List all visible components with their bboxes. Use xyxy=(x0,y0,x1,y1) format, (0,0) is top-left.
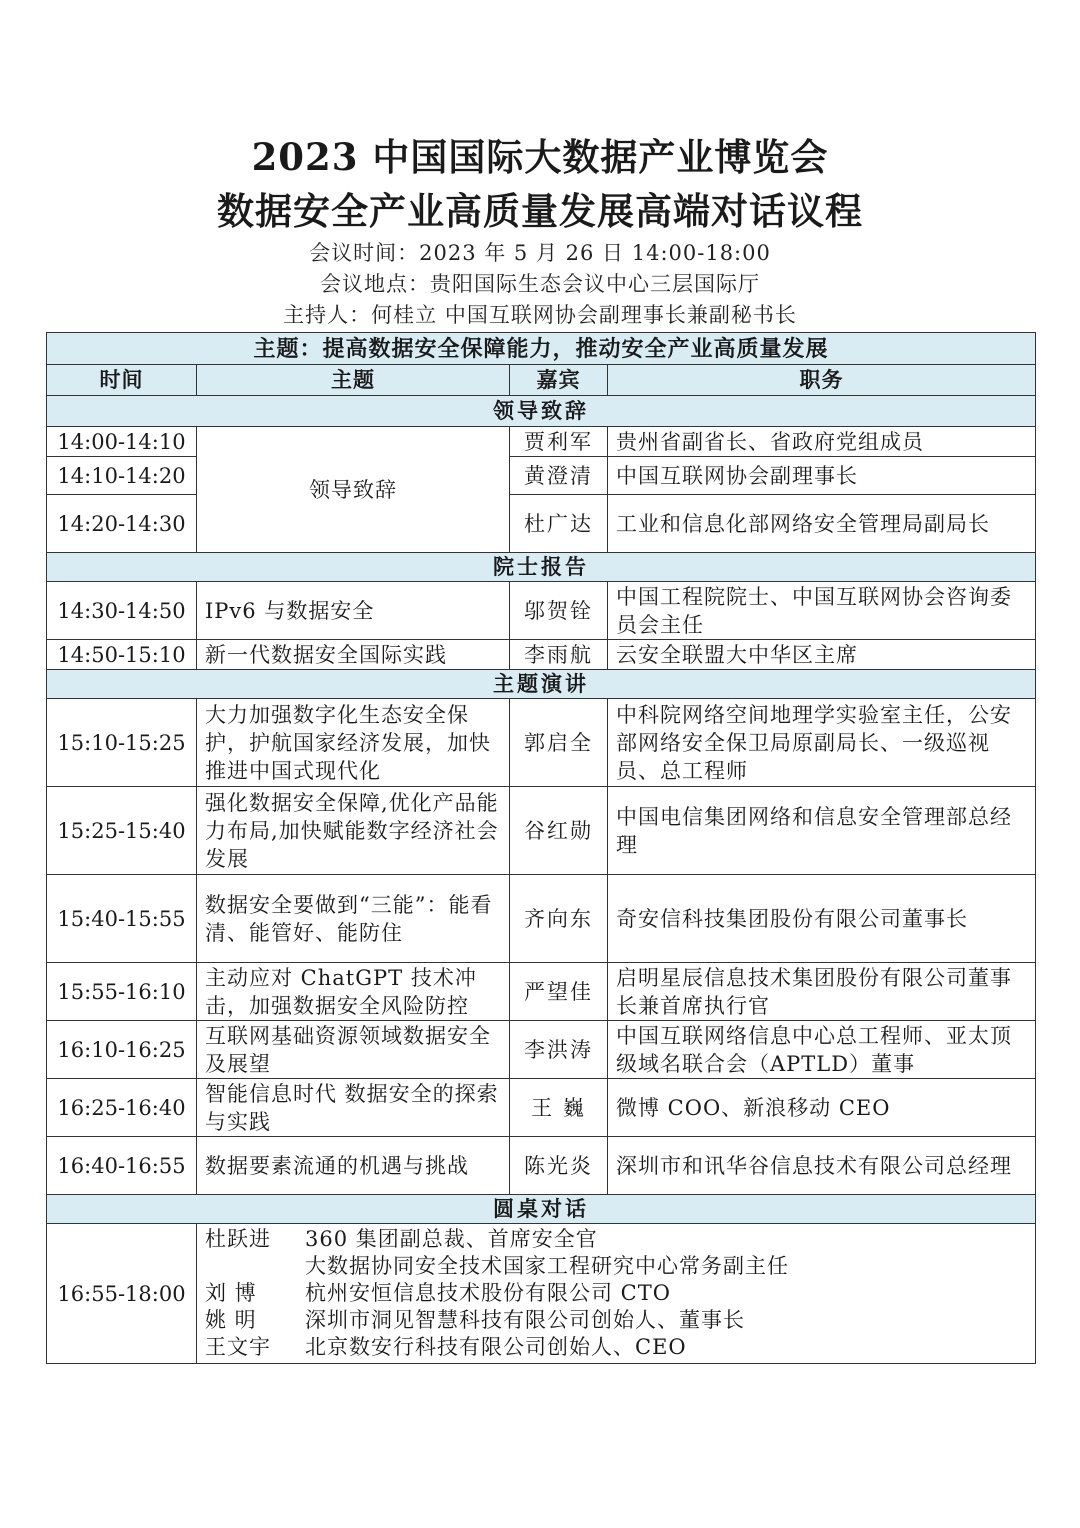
page-subtitle: 数据安全产业高质量发展高端对话议程 xyxy=(217,189,863,233)
table-row xyxy=(47,457,1036,495)
time-cell: 14:10-14:20 xyxy=(47,457,197,495)
time-cell: 14:00-14:10 xyxy=(47,427,197,457)
agenda-header xyxy=(0,130,1080,331)
role-cell: 奇安信科技集团股份有限公司董事长 xyxy=(608,875,1036,963)
time-cell: 14:50-15:10 xyxy=(47,640,197,670)
participant-role: 北京数安行科技有限公司创始人、CEO xyxy=(305,1335,687,1359)
participant-name xyxy=(205,1253,305,1280)
topic-cell: 互联网基础资源领域数据安全及展望 xyxy=(197,1021,510,1079)
guest-cell: 谷红勋 xyxy=(510,787,608,875)
topic-cell: 数据要素流通的机遇与挑战 xyxy=(197,1137,510,1195)
meeting-host: 主持人：何桂立 中国互联网协会副理事长兼副秘书长 xyxy=(283,303,797,327)
theme-row xyxy=(47,333,1036,365)
topic-cell: 主动应对 ChatGPT 技术冲击，加强数据安全风险防控 xyxy=(197,963,510,1021)
topic-cell: 新一代数据安全国际实践 xyxy=(197,640,510,670)
table-row xyxy=(47,1021,1036,1079)
participant-role: 大数据协同安全技术国家工程研究中心常务副主任 xyxy=(305,1254,789,1278)
table-row xyxy=(47,640,1036,670)
guest-cell: 李洪涛 xyxy=(510,1021,608,1079)
column-header-row xyxy=(47,365,1036,396)
table-row xyxy=(47,787,1036,875)
participant-item xyxy=(205,1307,1027,1334)
time-cell: 16:40-16:55 xyxy=(47,1137,197,1195)
participant-role: 深圳市洞见智慧科技有限公司创始人、董事长 xyxy=(305,1308,745,1332)
roundtable-participants xyxy=(197,1224,1036,1364)
role-cell: 中科院网络空间地理学实验室主任，公安部网络安全保卫局原副局长、一级巡视员、总工程师 xyxy=(608,699,1036,787)
role-cell: 中国互联网络信息中心总工程师、亚太顶级域名联合会（APTLD）董事 xyxy=(608,1021,1036,1079)
section-row-keynote xyxy=(47,670,1036,699)
topic-cell: 数据安全要做到“三能”：能看清、能管好、能防住 xyxy=(197,875,510,963)
participant-role: 360 集团副总裁、首席安全官 xyxy=(305,1227,598,1251)
participant-name: 姚 明 xyxy=(205,1308,257,1332)
section-title: 圆桌对话 xyxy=(47,1195,1036,1224)
section-title: 主题演讲 xyxy=(47,670,1036,699)
participant-name: 杜跃进 xyxy=(205,1227,271,1251)
time-cell: 15:55-16:10 xyxy=(47,963,197,1021)
roundtable-row xyxy=(47,1224,1036,1364)
guest-cell: 杜广达 xyxy=(510,495,608,553)
section-title: 领导致辞 xyxy=(47,396,1036,427)
role-cell: 中国工程院院士、中国互联网协会咨询委员会主任 xyxy=(608,582,1036,640)
time-cell: 15:10-15:25 xyxy=(47,699,197,787)
section-row-leaders xyxy=(47,396,1036,427)
guest-cell: 贾利军 xyxy=(510,427,608,457)
time-cell: 16:55-18:00 xyxy=(47,1224,197,1364)
role-cell: 中国电信集团网络和信息安全管理部总经理 xyxy=(608,787,1036,875)
participant-item xyxy=(205,1226,1027,1253)
guest-cell: 邬贺铨 xyxy=(510,582,608,640)
section-row-roundtable xyxy=(47,1195,1036,1224)
meeting-time: 会议时间：2023 年 5 月 26 日 14:00-18:00 xyxy=(309,241,771,265)
role-cell: 云安全联盟大中华区主席 xyxy=(608,640,1036,670)
guest-cell: 李雨航 xyxy=(510,640,608,670)
participant-name: 王文宇 xyxy=(205,1335,271,1359)
time-cell: 14:30-14:50 xyxy=(47,582,197,640)
topic-cell: 大力加强数字化生态安全保护，护航国家经济发展，加快推进中国式现代化 xyxy=(197,699,510,787)
participant-role: 杭州安恒信息技术股份有限公司 CTO xyxy=(305,1281,671,1305)
theme-text: 主题：提高数据安全保障能力，推动安全产业高质量发展 xyxy=(47,333,1036,365)
time-cell: 16:10-16:25 xyxy=(47,1021,197,1079)
role-cell: 启明星辰信息技术集团股份有限公司董事长兼首席执行官 xyxy=(608,963,1036,1021)
section-row-academician xyxy=(47,553,1036,582)
column-header-topic: 主题 xyxy=(197,365,510,396)
guest-cell: 严望佳 xyxy=(510,963,608,1021)
table-row xyxy=(47,699,1036,787)
time-cell: 16:25-16:40 xyxy=(47,1079,197,1137)
section-title: 院士报告 xyxy=(47,553,1036,582)
guest-cell: 王 巍 xyxy=(510,1079,608,1137)
participant-item xyxy=(205,1253,1027,1280)
time-cell: 15:40-15:55 xyxy=(47,875,197,963)
agenda-table xyxy=(46,332,1036,1364)
participant-name: 刘 博 xyxy=(205,1281,257,1305)
table-row xyxy=(47,963,1036,1021)
table-row xyxy=(47,427,1036,457)
role-cell: 贵州省副省长、省政府党组成员 xyxy=(608,427,1036,457)
time-cell: 14:20-14:30 xyxy=(47,495,197,553)
table-row xyxy=(47,495,1036,553)
column-header-guest: 嘉宾 xyxy=(510,365,608,396)
role-cell: 工业和信息化部网络安全管理局副局长 xyxy=(608,495,1036,553)
topic-cell: 领导致辞 xyxy=(197,427,510,553)
role-cell: 深圳市和讯华谷信息技术有限公司总经理 xyxy=(608,1137,1036,1195)
topic-cell: 强化数据安全保障,优化产品能力布局,加快赋能数字经济社会发展 xyxy=(197,787,510,875)
guest-cell: 郭启全 xyxy=(510,699,608,787)
table-row xyxy=(47,875,1036,963)
participant-item xyxy=(205,1334,1027,1361)
participant-item xyxy=(205,1280,1027,1307)
table-row xyxy=(47,582,1036,640)
role-cell: 中国互联网协会副理事长 xyxy=(608,457,1036,495)
guest-cell: 陈光炎 xyxy=(510,1137,608,1195)
page-title: 2023 中国国际大数据产业博览会 xyxy=(251,135,829,179)
table-row xyxy=(47,1079,1036,1137)
role-cell: 微博 COO、新浪移动 CEO xyxy=(608,1079,1036,1137)
table-row xyxy=(47,1137,1036,1195)
column-header-time: 时间 xyxy=(47,365,197,396)
topic-cell: IPv6 与数据安全 xyxy=(197,582,510,640)
guest-cell: 黄澄清 xyxy=(510,457,608,495)
meeting-place: 会议地点：贵阳国际生态会议中心三层国际厅 xyxy=(320,272,760,296)
guest-cell: 齐向东 xyxy=(510,875,608,963)
topic-cell: 智能信息时代 数据安全的探索与实践 xyxy=(197,1079,510,1137)
time-cell: 15:25-15:40 xyxy=(47,787,197,875)
column-header-role: 职务 xyxy=(608,365,1036,396)
